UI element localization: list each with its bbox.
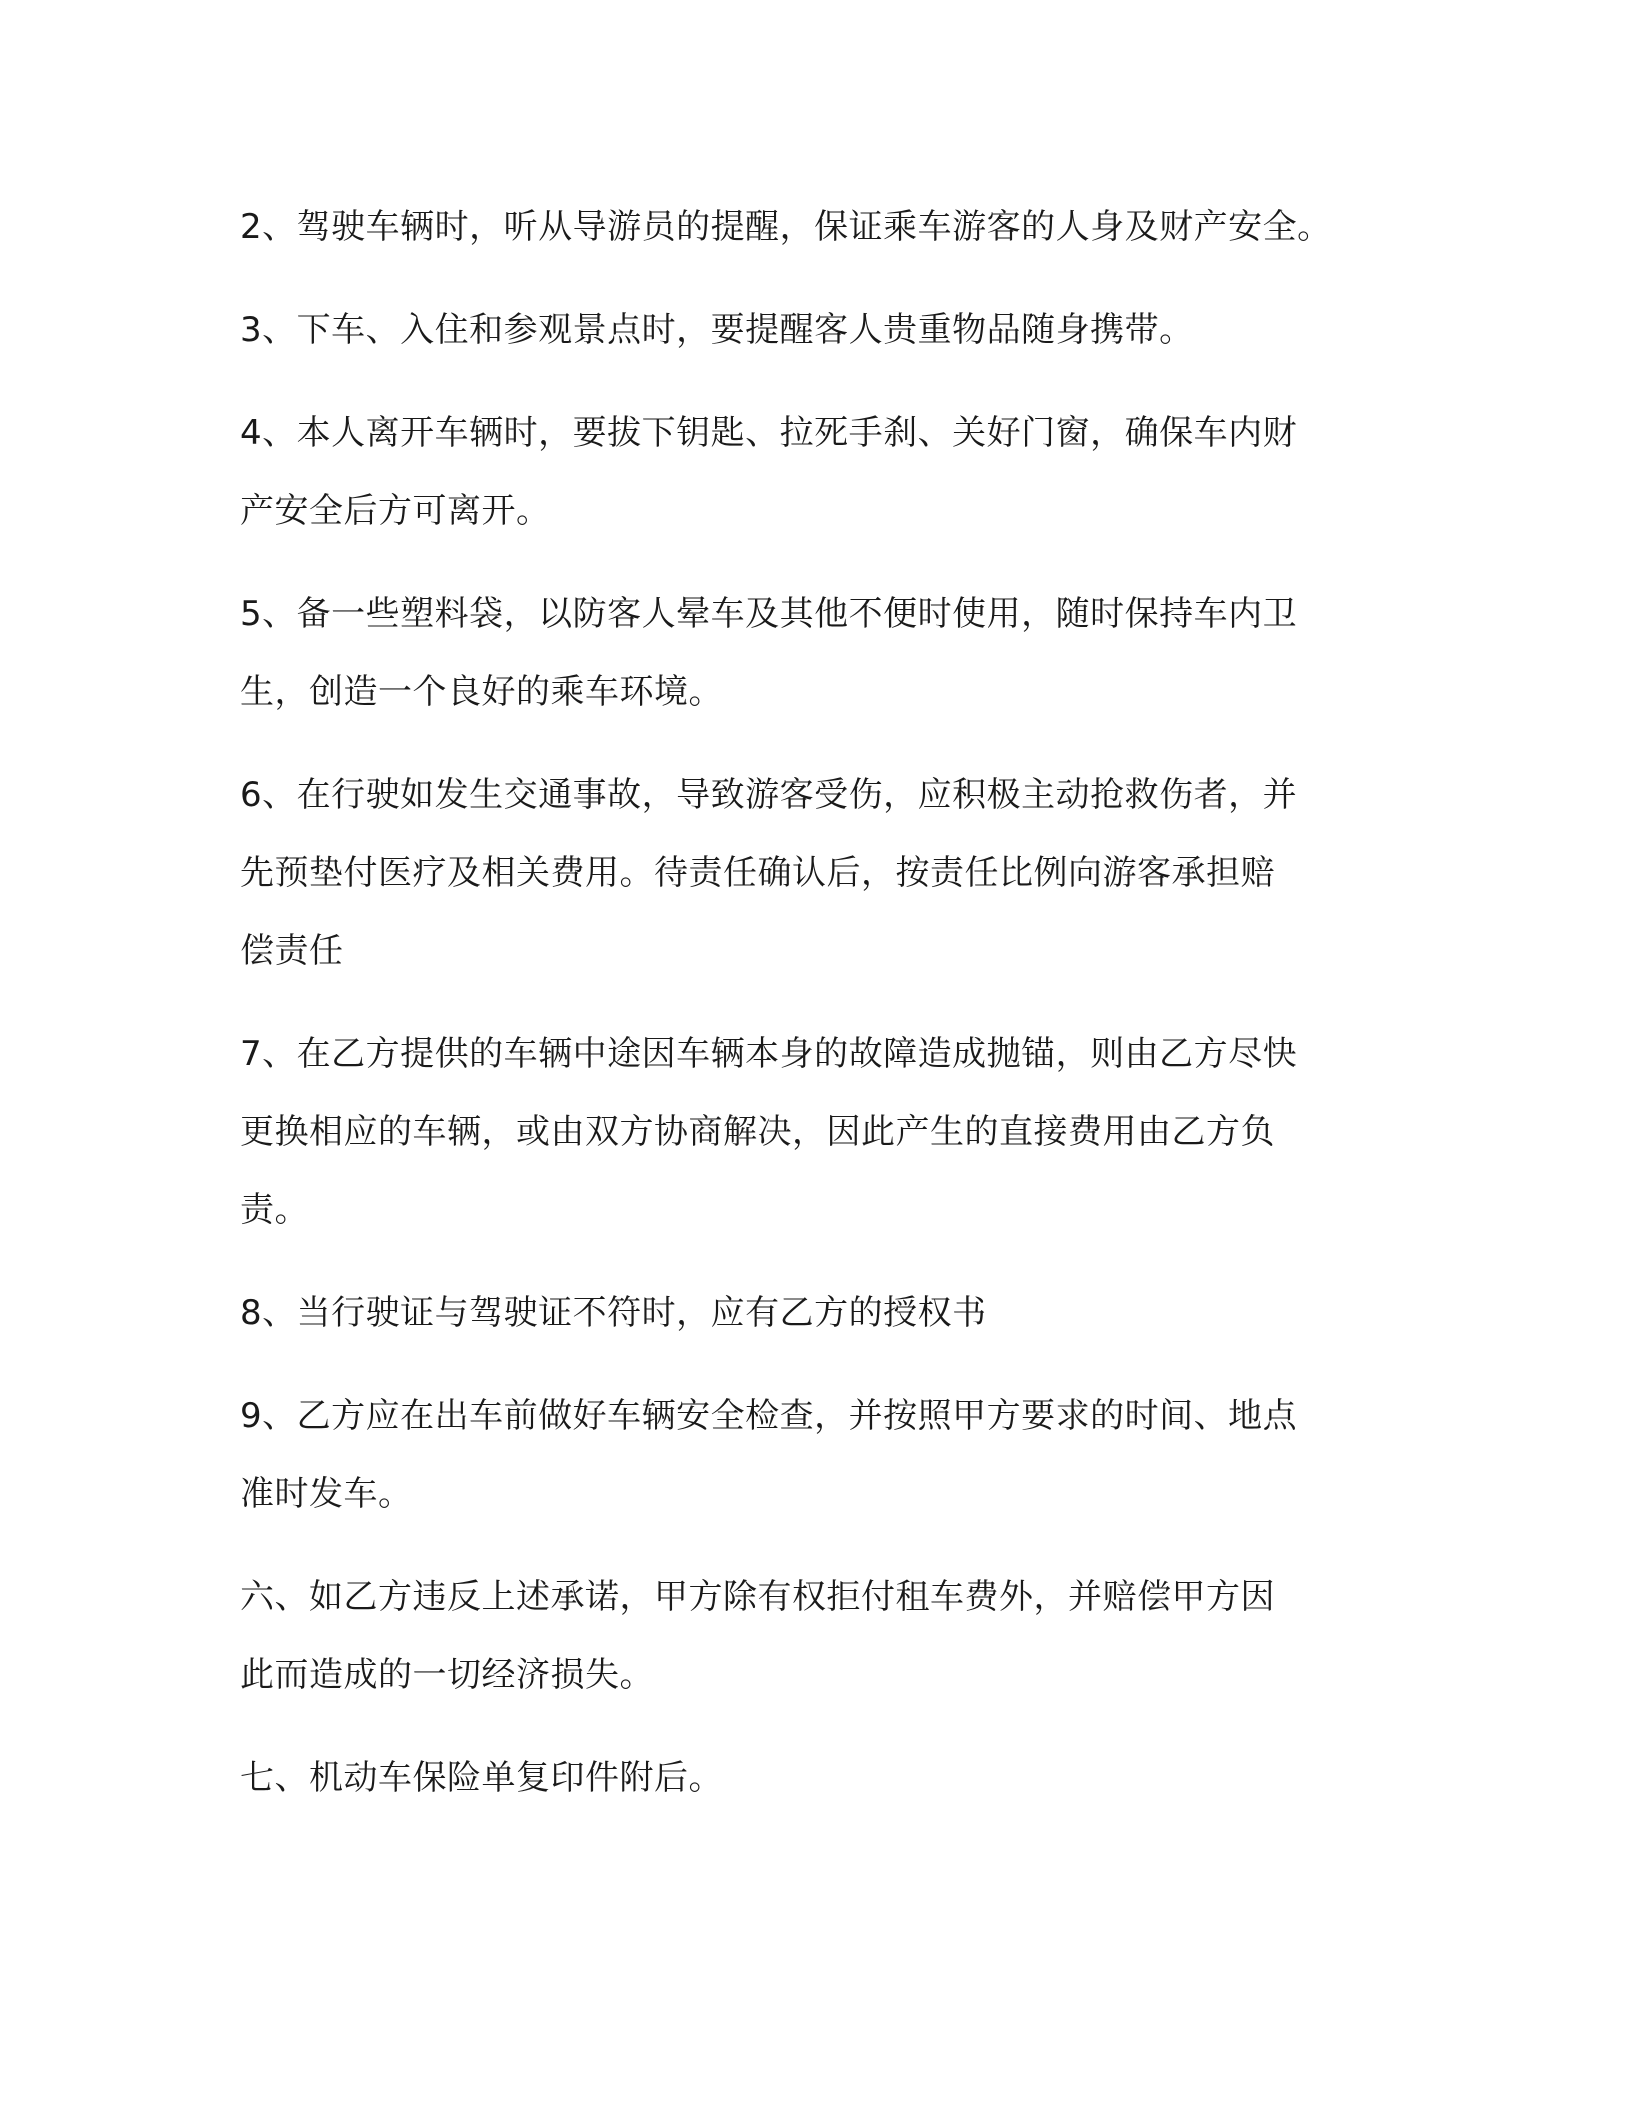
text-line: 7、在乙方提供的车辆中途因车辆本身的故障造成抛锚，则由乙方尽快 xyxy=(240,1034,1298,1074)
text-line: 责。 xyxy=(240,1190,309,1230)
text-line: 6、在行驶如发生交通事故，导致游客受伤，应积极主动抢救伤者，并 xyxy=(240,775,1298,815)
text-line: 先预垫付医疗及相关费用。待责任确认后，按责任比例向游客承担赔 xyxy=(240,853,1275,893)
text-line: 5、备一些塑料袋，以防客人晕车及其他不便时使用，随时保持车内卫 xyxy=(240,594,1298,634)
clause-7 xyxy=(240,1015,1440,1249)
clause-6 xyxy=(240,756,1440,990)
text-line: 4、本人离开车辆时，要拔下钥匙、拉死手刹、关好门窗，确保车内财 xyxy=(240,413,1298,453)
text-line: 9、乙方应在出车前做好车辆安全检查，并按照甲方要求的时间、地点 xyxy=(240,1396,1298,1436)
text-line: 2、驾驶车辆时，听从导游员的提醒，保证乘车游客的人身及财产安全。 xyxy=(240,207,1332,247)
document-body xyxy=(240,188,1440,1842)
clause-2 xyxy=(240,188,1440,266)
text-line: 3、下车、入住和参观景点时，要提醒客人贵重物品随身携带。 xyxy=(240,310,1194,350)
text-line: 更换相应的车辆，或由双方协商解决，因此产生的直接费用由乙方负 xyxy=(240,1112,1275,1152)
text-line: 七、机动车保险单复印件附后。 xyxy=(240,1758,723,1798)
section-6 xyxy=(240,1558,1440,1714)
text-line: 偿责任 xyxy=(240,931,344,971)
text-line: 生，创造一个良好的乘车环境。 xyxy=(240,672,723,712)
text-line: 产安全后方可离开。 xyxy=(240,491,551,531)
clause-3 xyxy=(240,291,1440,369)
clause-8 xyxy=(240,1274,1440,1352)
text-line: 准时发车。 xyxy=(240,1474,413,1514)
text-line: 六、如乙方违反上述承诺，甲方除有权拒付租车费外，并赔偿甲方因 xyxy=(240,1577,1275,1617)
clause-4 xyxy=(240,394,1440,550)
text-line: 8、当行驶证与驾驶证不符时，应有乙方的授权书 xyxy=(240,1293,987,1333)
section-7 xyxy=(240,1739,1440,1817)
clause-9 xyxy=(240,1377,1440,1533)
clause-5 xyxy=(240,575,1440,731)
text-line: 此而造成的一切经济损失。 xyxy=(240,1655,654,1695)
